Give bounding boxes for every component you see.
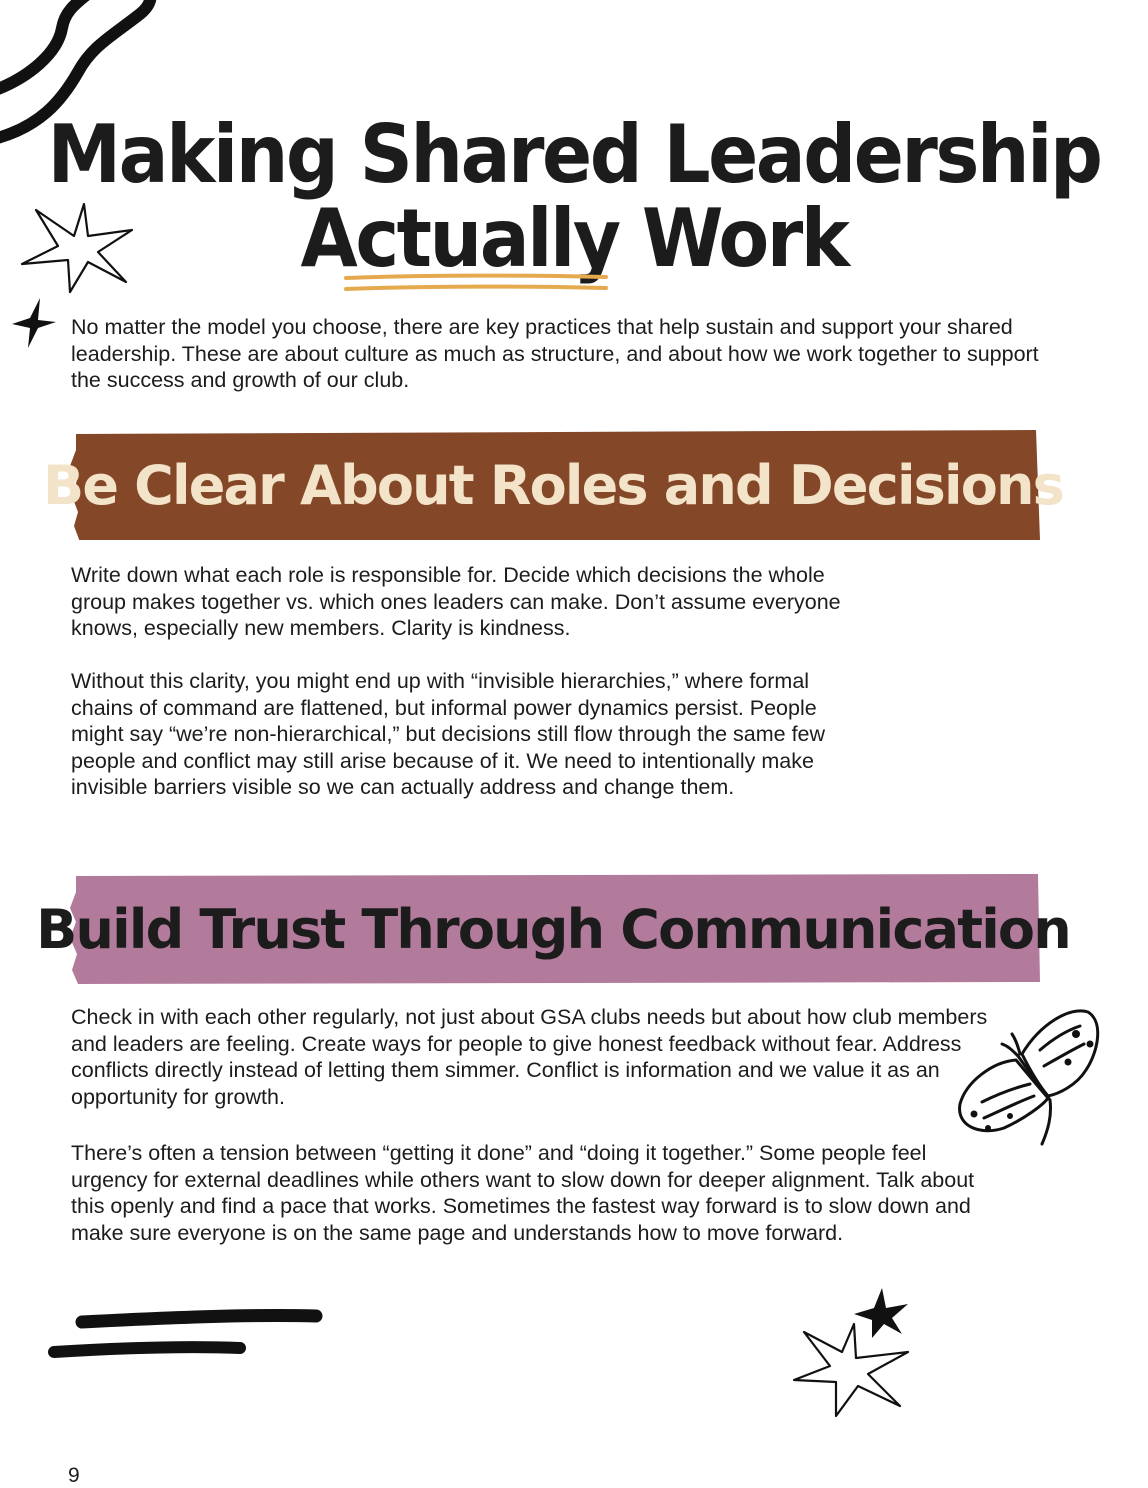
page-title-line1: Making Shared Leadership (47, 108, 1101, 202)
page-number: 9 (68, 1464, 80, 1487)
roles-paragraph-2: Without this clarity, you might end up with “invisible hierarchies,” where formal chains of command are flattened, but informal power dynamics persist. People might say “we’re non-hierarchical,” but decisions still flow through the same few people and conflict may still arise because of it. We need to intentionally make invisible barriers visible so we can actually address and change them. (71, 669, 826, 799)
section-banner-communication (36, 874, 1070, 984)
star-filled-icon (10, 296, 58, 350)
section-banner-roles (43, 430, 1064, 540)
section-heading-communication: Build Trust Through Communication (36, 897, 1070, 961)
section-heading-roles: Be Clear About Roles and Decisions (43, 453, 1064, 517)
intro-paragraph: No matter the model you choose, there are key practices that help sustain and support your shared leadership. These are about culture as much as structure, and about how we work together to support the success and growth of our club. (71, 315, 1039, 392)
communication-paragraph-2: There’s often a tension between “getting it done” and “doing it together.” Some people feel urgency for external deadlines while others want to slow down for deeper alignment. Talk about this openly and find a pace that works. Sometimes the fastest way forward is to slow down and make sure everyone is on the same page and understands how to move forward. (71, 1141, 975, 1245)
page-title-line2: Actually Work (300, 192, 848, 286)
star-outline-icon (14, 196, 142, 296)
brush-stroke-decoration (40, 1306, 330, 1366)
title-underline (340, 270, 612, 296)
butterfly-icon (952, 1004, 1108, 1154)
roles-paragraph-1: Write down what each role is responsible for. Decide which decisions the whole group makes together vs. which ones leaders can make. Don’t assume everyone knows, especially new members. Clarity is kindness. (71, 563, 841, 640)
star-cluster-icon (790, 1282, 920, 1422)
communication-paragraph-1: Check in with each other regularly, not just about GSA clubs needs but about how club members and leaders are feeling. Create ways for people to give honest feedback without fear. Address conflicts directly instead of letting them simmer. Conflict is information and we value it as an opportunity for growth. (71, 1005, 988, 1109)
